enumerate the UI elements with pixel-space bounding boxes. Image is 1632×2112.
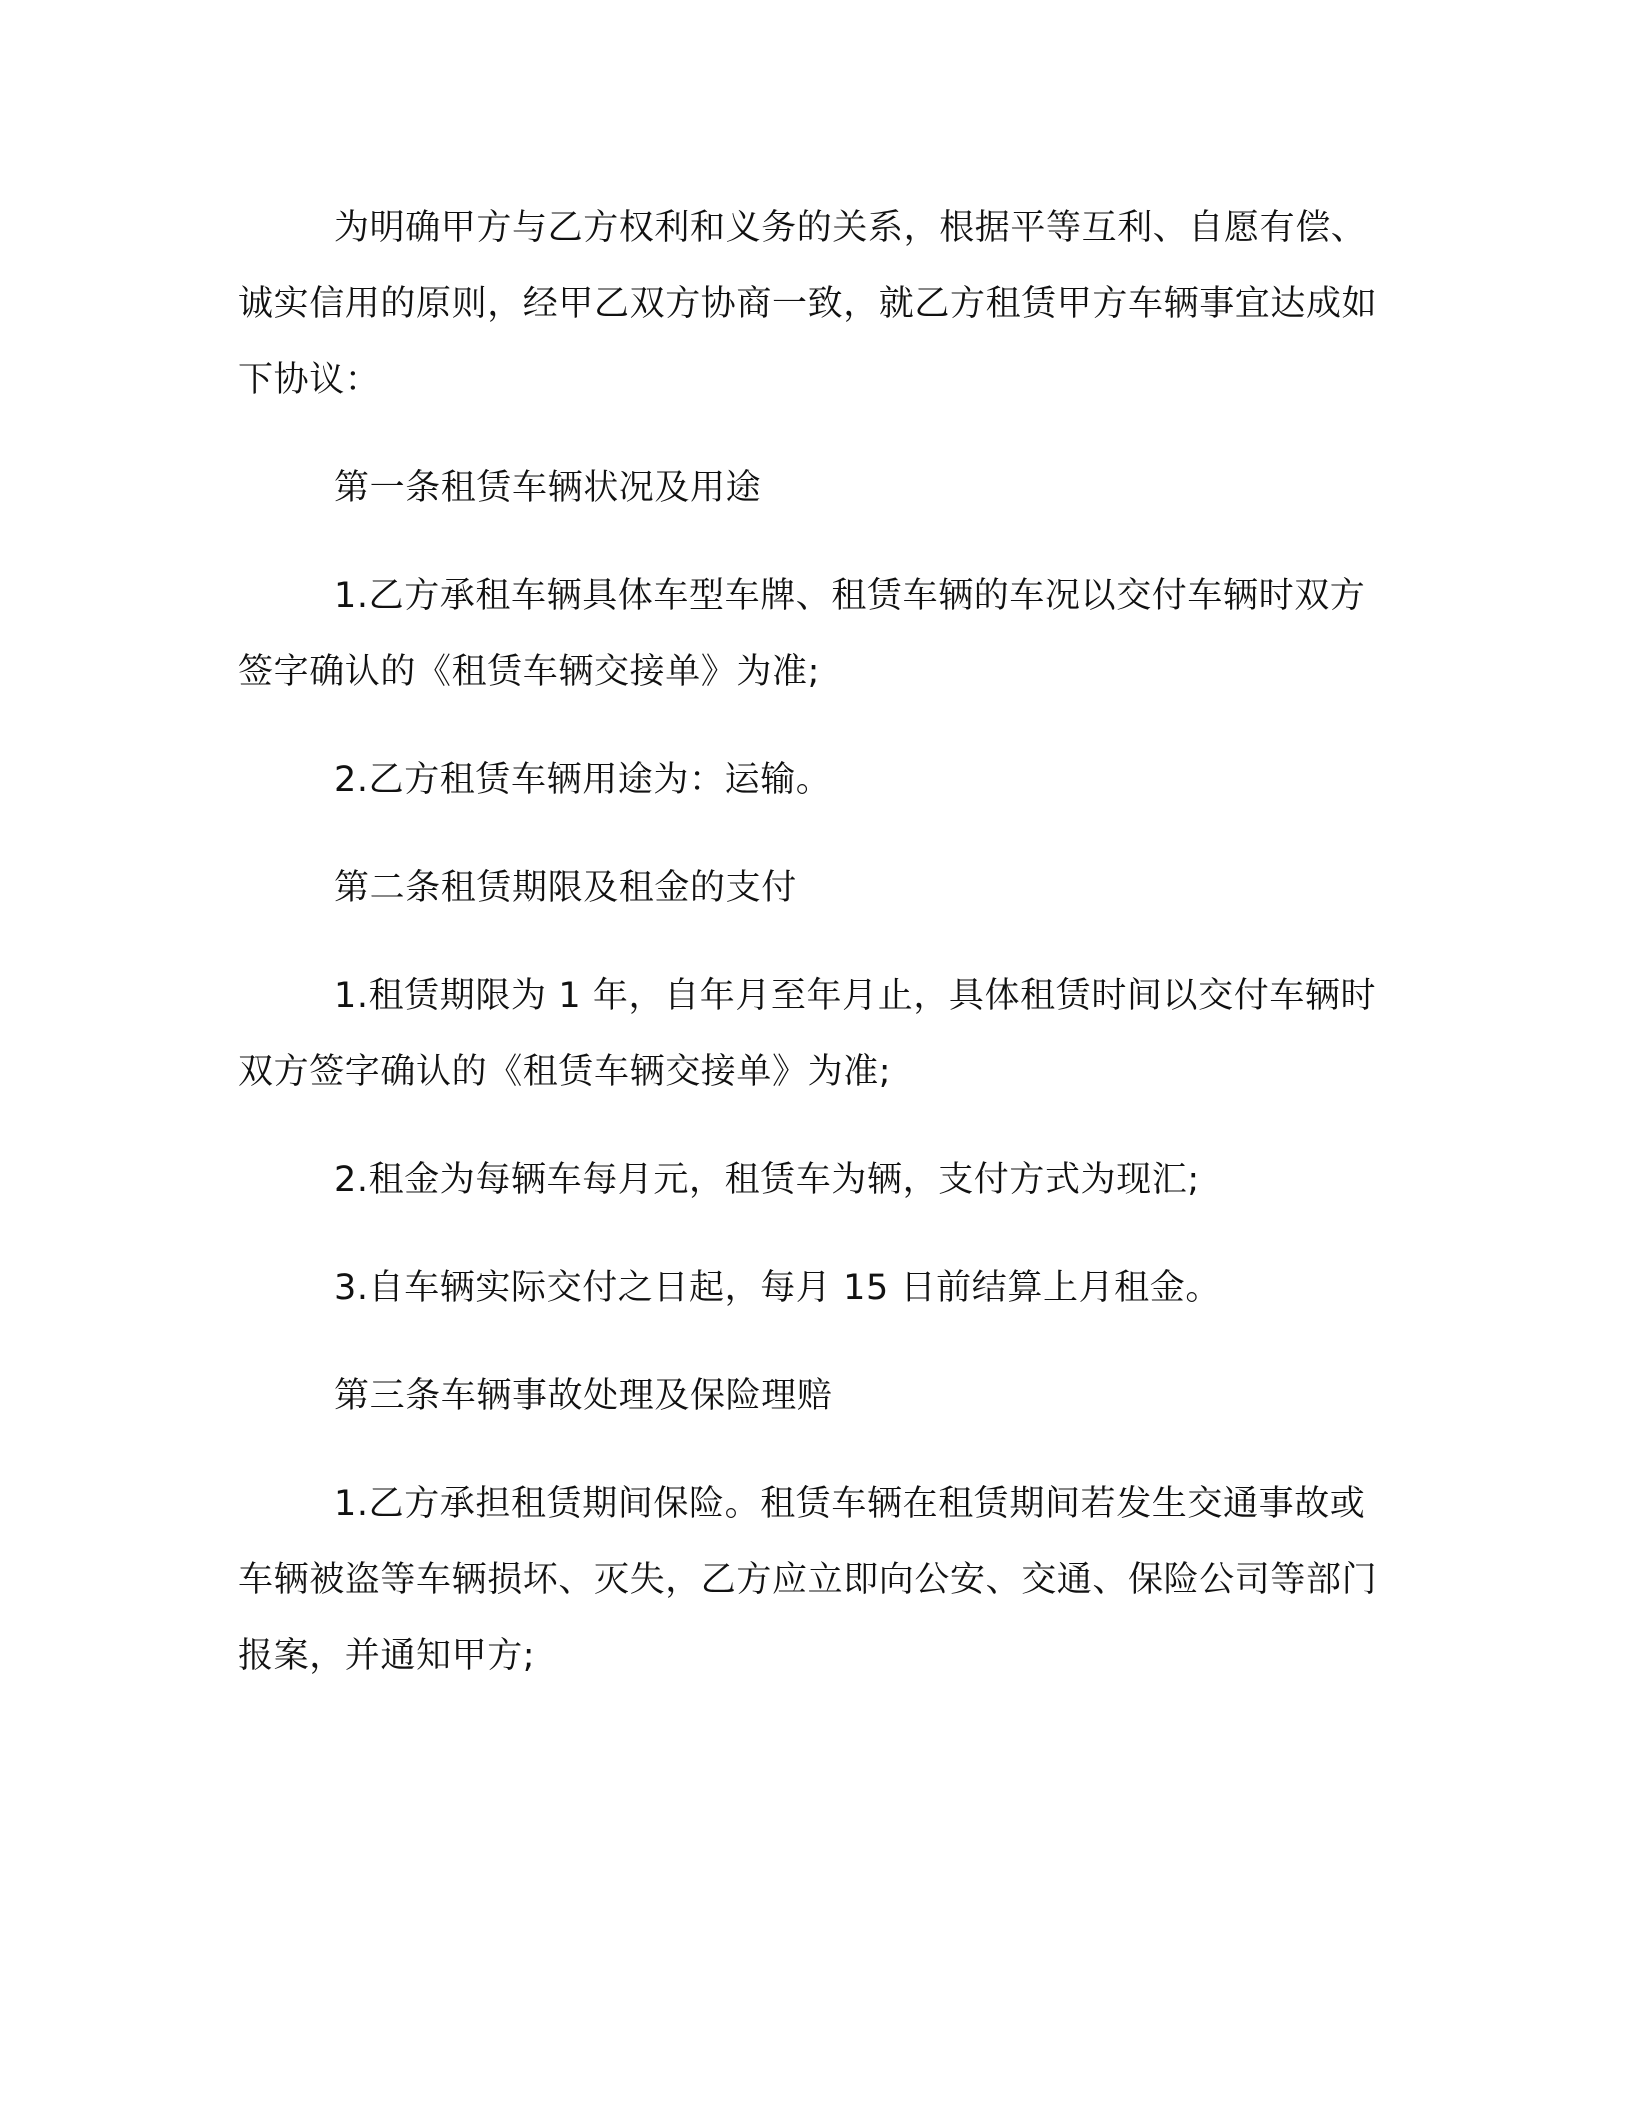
article-3-heading: 第三条车辆事故处理及保险理赔	[334, 1376, 833, 1416]
article-2-heading: 第二条租赁期限及租金的支付	[334, 868, 797, 908]
article-1-clause-1: 1.乙方承租车辆具体车型车牌、租赁车辆的车况以交付车辆时双方签字确认的《租赁车辆交接单》为准;	[238, 576, 1366, 692]
article-2-clause-3: 3.自车辆实际交付之日起，每月 15 日前结算上月租金。	[334, 1268, 1221, 1308]
document-body	[238, 190, 1398, 1726]
article-2-clause-1: 1.租赁期限为 1 年，自年月至年月止，具体租赁时间以交付车辆时双方签字确认的《租赁车辆交接单》为准;	[238, 976, 1377, 1092]
article-3-clause-1: 1.乙方承担租赁期间保险。租赁车辆在租赁期间若发生交通事故或车辆被盗等车辆损坏、灭失，乙方应立即向公安、交通、保险公司等部门报案，并通知甲方;	[238, 1484, 1378, 1676]
article-1-clause-2: 2.乙方租赁车辆用途为：运输。	[334, 760, 832, 800]
article-1-heading: 第一条租赁车辆状况及用途	[334, 468, 762, 508]
article-2-clause-2: 2.租金为每辆车每月元，租赁车为辆，支付方式为现汇;	[334, 1160, 1200, 1200]
intro-paragraph: 为明确甲方与乙方权利和义务的关系，根据平等互利、自愿有偿、诚实信用的原则，经甲乙双方协商一致，就乙方租赁甲方车辆事宜达成如下协议：	[238, 208, 1378, 400]
